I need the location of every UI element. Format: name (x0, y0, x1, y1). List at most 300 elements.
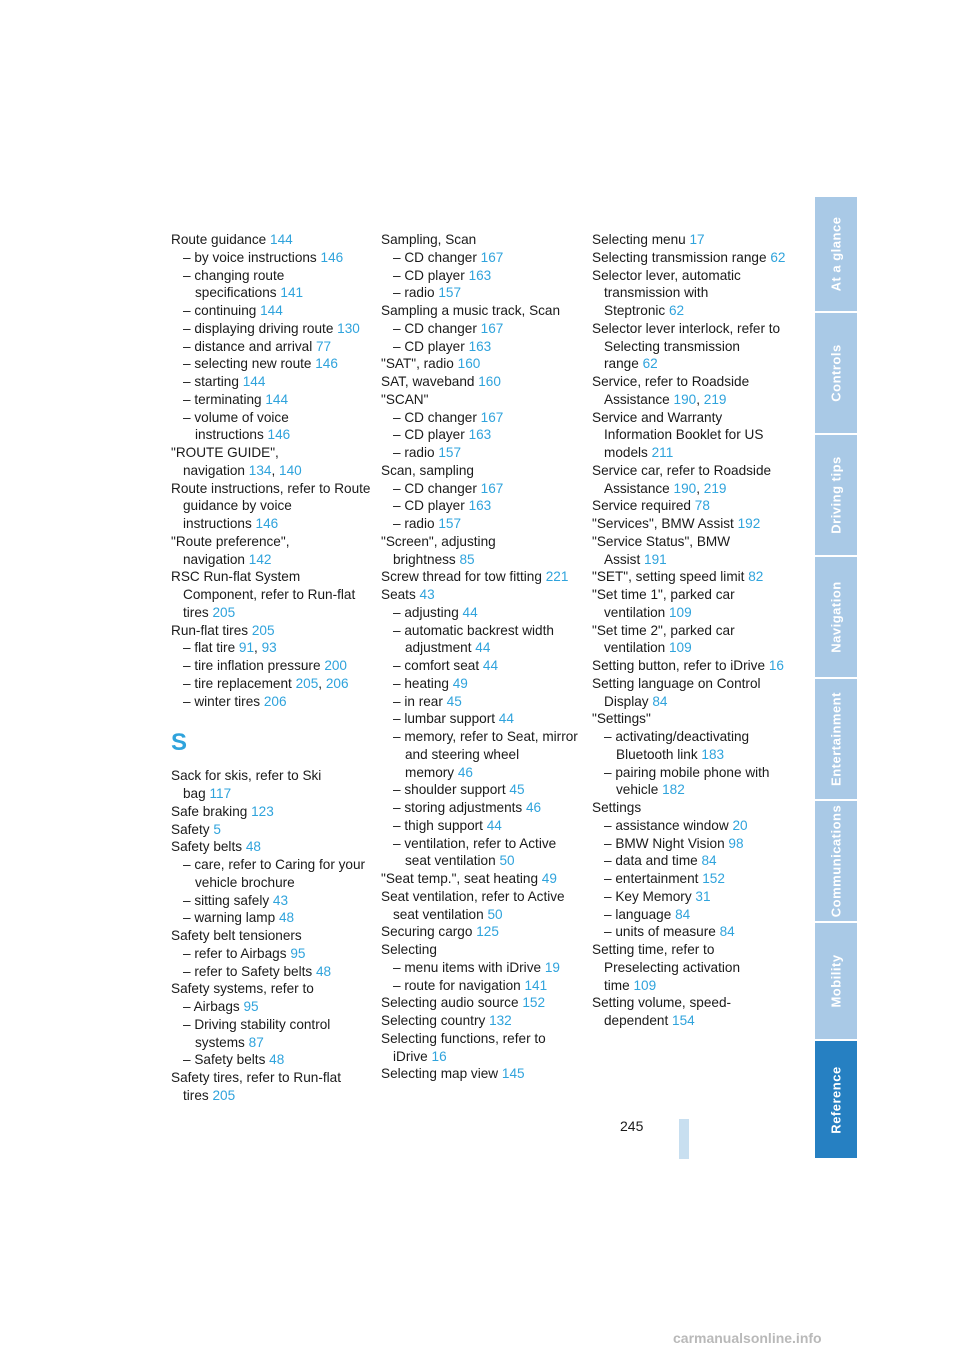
page-reference-link[interactable]: 125 (476, 924, 499, 940)
entry-text: Safety belt tensioners (171, 928, 302, 943)
entry-text: – by voice instructions (183, 249, 317, 265)
section-tab-driving-tips[interactable] (815, 435, 857, 557)
page-reference-link[interactable]: 48 (278, 910, 295, 926)
index-subentry (381, 799, 579, 817)
page-reference-link[interactable]: 48 (316, 963, 332, 979)
page-reference-link[interactable]: 146 (267, 427, 291, 443)
page-reference-link[interactable]: 50 (499, 853, 515, 869)
index-subentry (171, 1016, 371, 1052)
page-reference-link[interactable]: 157 (438, 516, 462, 531)
page-reference-link[interactable]: 48 (269, 1052, 285, 1068)
entry-text: Route guidance (171, 232, 267, 247)
entry-text: "SCAN" (381, 391, 429, 407)
entry-text: Selecting transmission range (592, 249, 767, 265)
entry-text: – volume of voice instructions (183, 409, 289, 443)
page-reference-link[interactable]: 163 (468, 498, 492, 514)
page-reference-link[interactable]: 146 (320, 249, 344, 265)
index-entry (381, 533, 579, 569)
page-reference-link[interactable]: 167 (480, 249, 504, 265)
page-reference-link[interactable]: 163 (468, 427, 492, 443)
entry-text: Sampling, Scan (381, 232, 477, 247)
watermark: carmanualsonline.info (673, 1330, 822, 1346)
entry-text: – entertainment (604, 871, 699, 886)
page-reference-link[interactable]: 134 (248, 462, 272, 478)
index-subentry (381, 604, 579, 622)
page-reference-link[interactable]: 62 (642, 356, 658, 372)
page-reference-link[interactable]: 84 (652, 693, 668, 709)
index-subentry: – flat tire 91, 93 (183, 640, 277, 656)
entry-text: Service required (592, 498, 691, 514)
index-subentry (592, 906, 790, 924)
section-tab-label: Driving tips (828, 456, 844, 534)
page-reference-link[interactable]: 183 (701, 746, 725, 762)
entry-text: – storing adjustments (393, 800, 523, 815)
index-entry (592, 231, 790, 249)
index-entry: "ROUTE GUIDE", navigation 134, 140 (171, 445, 302, 478)
index-entry (171, 838, 371, 856)
entry-text: – Driving stability control systems (183, 1016, 331, 1050)
index-entry (592, 994, 790, 1030)
page-reference-link[interactable]: 87 (248, 1034, 264, 1050)
page-reference-link[interactable]: 84 (675, 906, 691, 922)
index-subentry (381, 249, 579, 267)
entry-text: Sack for skis, refer to Ski bag (171, 768, 322, 801)
page-reference-link[interactable]: 123 (251, 803, 274, 819)
index-subentry (381, 284, 579, 302)
page-reference-link[interactable]: 163 (468, 338, 492, 354)
entry-text: "Settings" (592, 711, 651, 727)
page-reference-link[interactable]: 43 (272, 892, 289, 908)
section-tab-reference[interactable] (815, 1041, 857, 1160)
index-subentry (592, 728, 790, 764)
section-tab-communications[interactable] (815, 801, 857, 923)
index-subentry (592, 923, 790, 941)
entry-text: – activating/deactivating Bluetooth link (604, 729, 750, 762)
index-subentry (171, 963, 371, 981)
index-subentry (171, 249, 371, 267)
page-reference-link[interactable]: 93 (261, 640, 277, 656)
entry-text: – BMW Night Vision (604, 835, 725, 851)
page-reference-link[interactable]: 205 (212, 604, 236, 620)
page-reference-link[interactable]: 44 (475, 640, 491, 656)
page-reference-link[interactable]: 141 (524, 977, 548, 993)
page-reference-link[interactable]: 211 (651, 445, 674, 460)
entry-text: – distance and arrival (183, 338, 313, 354)
entry-text: – selecting new route (183, 356, 312, 372)
page-reference-link[interactable]: 45 (446, 693, 462, 709)
entry-text: – continuing (183, 303, 257, 318)
entry-text: – assistance window (604, 817, 729, 833)
page-reference-link[interactable]: 157 (438, 445, 462, 460)
section-tab-at-a-glance[interactable] (815, 197, 857, 313)
entry-text: – Airbags (183, 999, 240, 1014)
page-reference-link[interactable]: 44 (486, 817, 502, 833)
page-reference-link[interactable]: 44 (462, 604, 478, 620)
index-subentry (171, 909, 371, 927)
index-entry (381, 941, 579, 959)
entry-text: – pairing mobile phone with vehicle (604, 764, 770, 798)
page-reference-link[interactable]: 31 (695, 888, 711, 904)
page-reference-link[interactable]: 98 (728, 835, 744, 851)
entry-text: Scan, sampling (381, 462, 474, 478)
page-reference-link[interactable]: 146 (315, 356, 338, 372)
page-reference-link[interactable]: 206 (325, 675, 349, 691)
index-entry (381, 373, 579, 391)
index-subentry (381, 781, 579, 799)
index-subentry (592, 835, 790, 853)
page-reference-link[interactable]: 145 (501, 1066, 525, 1082)
section-tab-controls[interactable] (815, 313, 857, 435)
page-reference-link[interactable]: 163 (468, 267, 492, 283)
page-reference-link[interactable]: 160 (457, 356, 481, 372)
entry-text: Selecting menu (592, 232, 686, 247)
index-subentry (171, 856, 371, 892)
entry-text: – heating (393, 675, 449, 691)
page-reference-link[interactable]: 62 (669, 303, 685, 318)
page-reference-link[interactable]: 49 (541, 871, 557, 886)
section-tab-label: Reference (828, 1065, 844, 1134)
entry-text: "Screen", adjusting brightness (381, 533, 496, 567)
page-reference-link[interactable]: 109 (669, 640, 692, 656)
index-subentry (171, 355, 371, 373)
page-reference-link[interactable]: 205 (295, 675, 319, 691)
page-reference-link[interactable]: 43 (419, 587, 435, 602)
entry-text: – refer to Airbags (183, 945, 287, 961)
index-subentry (381, 710, 579, 728)
index-subentry (381, 426, 579, 444)
index-subentry (381, 959, 579, 977)
index-subentry (381, 693, 579, 711)
index-subentry (592, 888, 790, 906)
index-entry (381, 586, 579, 604)
entry-text: – refer to Safety belts (183, 963, 313, 979)
page-reference-link[interactable]: 16 (431, 1048, 447, 1064)
entry-text: "Services", BMW Assist (592, 516, 734, 531)
page-reference-link[interactable]: 144 (265, 391, 289, 407)
index-subentry (381, 515, 579, 533)
entry-text: Safety (171, 821, 210, 837)
entry-text: – CD player (393, 267, 465, 283)
index-entry (592, 320, 790, 373)
page-reference-link[interactable]: 200 (324, 658, 347, 673)
page-reference-link[interactable]: 84 (719, 924, 735, 940)
entry-text: – sitting safely (183, 892, 270, 908)
page-reference-link[interactable]: 16 (768, 658, 784, 673)
index-subentry (171, 693, 371, 711)
entry-text: "Seat temp.", seat heating (381, 871, 539, 886)
entry-text: Settings (592, 800, 642, 815)
entry-text: – radio (393, 516, 435, 531)
entry-text: Securing cargo (381, 924, 473, 940)
index-subentry (171, 892, 371, 910)
section-tab-label: Mobility (828, 954, 844, 1008)
index-entry (592, 675, 790, 711)
page-reference-link[interactable]: 221 (545, 569, 569, 585)
page-reference-link[interactable]: 45 (509, 782, 525, 798)
index-entry (381, 462, 579, 480)
entry-text: – warning lamp (183, 910, 276, 926)
index-column-3 (592, 231, 790, 1030)
entry-text: – memory, refer to Seat, mirror and steering wheel memory (393, 729, 578, 780)
entry-text: – winter tires (183, 693, 261, 709)
page-reference-link[interactable]: 144 (270, 232, 293, 247)
page-reference-link[interactable]: 109 (669, 604, 692, 620)
index-entry (381, 1012, 579, 1030)
index-subentry (381, 267, 579, 285)
page-reference-link[interactable]: 130 (337, 320, 360, 336)
entry-text: – displaying driving route (183, 320, 334, 336)
index-subentry (171, 1051, 371, 1069)
index-entry (381, 568, 579, 586)
index-subentry (381, 497, 579, 515)
entry-text: "SET", setting speed limit (592, 569, 745, 585)
entry-text: – automatic backrest width adjustment (393, 622, 554, 656)
entry-text: Sampling a music track, Scan (381, 303, 561, 318)
index-entry (171, 480, 371, 533)
entry-text: – CD player (393, 338, 465, 354)
index-subentry (171, 302, 371, 320)
section-tab-label: Controls (828, 344, 844, 402)
entry-text: Seat ventilation, refer to Active seat ventilation (381, 888, 565, 922)
page-reference-link[interactable]: 146 (255, 516, 279, 531)
entry-text: "Set time 1", parked car ventilation (592, 587, 735, 620)
entry-text: – CD changer (393, 480, 477, 496)
entry-text: Selecting (381, 942, 437, 957)
page-reference-link[interactable]: 167 (480, 409, 504, 425)
page-reference-link[interactable]: 167 (480, 320, 504, 336)
index-entry (171, 767, 371, 803)
entry-text: Setting time, refer to Preselecting activation time (592, 942, 741, 993)
page-reference-link[interactable]: 78 (694, 498, 710, 514)
index-entry (171, 622, 371, 640)
entry-text: – adjusting (393, 604, 459, 620)
index-subentry (171, 338, 371, 356)
index-entry (171, 927, 371, 945)
page-reference-link[interactable]: 191 (644, 551, 667, 567)
index-entry (592, 515, 790, 533)
entry-text: Selector lever interlock, refer to Selecting transmission range (592, 320, 781, 372)
entry-text: – CD changer (393, 409, 477, 425)
index-entry (381, 302, 579, 320)
entry-text: Selecting map view (381, 1066, 499, 1082)
index-subentry (171, 945, 371, 963)
page-reference-link[interactable]: 46 (457, 764, 473, 780)
entry-text: – CD changer (393, 320, 477, 336)
index-entry: Service car, refer to Roadside Assistance 190, 219 (592, 462, 772, 496)
page-reference-link[interactable]: 46 (526, 800, 542, 815)
entry-text: – tire replacement (183, 675, 292, 691)
index-subentry (381, 817, 579, 835)
page-reference-link[interactable]: 85 (459, 551, 475, 567)
page-reference-link[interactable]: 157 (438, 285, 462, 301)
entry-text: – tire inflation pressure (183, 658, 321, 673)
section-tab-label: Navigation (828, 581, 844, 653)
entry-text: "Route preference", navigation (171, 533, 290, 567)
page-reference-link[interactable]: 142 (248, 551, 272, 567)
index-subentry (171, 998, 371, 1016)
section-tab-mobility[interactable] (815, 923, 857, 1041)
page-reference-link[interactable]: 219 (703, 480, 727, 496)
page-reference-link[interactable]: 190 (673, 391, 697, 407)
entry-text: "Set time 2", parked car ventilation (592, 622, 735, 656)
index-entry (592, 267, 790, 320)
index-subentry (381, 977, 579, 995)
page-reference-link[interactable]: 17 (689, 232, 705, 247)
page-reference-link[interactable]: 144 (242, 374, 266, 389)
index-entry (592, 622, 790, 658)
entry-text: Seats (381, 587, 416, 602)
page-reference-link[interactable]: 44 (498, 711, 514, 727)
index-subentry (381, 728, 579, 781)
index-entry (381, 923, 579, 941)
entry-text: Service, refer to Roadside Assistance (592, 374, 750, 407)
page-reference-link[interactable]: 144 (260, 303, 283, 318)
index-entry: Service, refer to Roadside Assistance 190, 219 (592, 374, 750, 407)
page-reference-link[interactable]: 95 (290, 945, 306, 961)
index-entry (381, 391, 579, 409)
index-entry (381, 1065, 579, 1083)
index-entry (171, 803, 371, 821)
page-reference-link[interactable]: 205 (212, 1087, 236, 1103)
index-subentry (171, 657, 371, 675)
entry-text: Service car, refer to Roadside Assistance (592, 462, 772, 496)
section-tab-label: Entertainment (828, 692, 844, 786)
page-reference-link[interactable]: 182 (662, 782, 685, 798)
page-reference-link[interactable]: 5 (213, 821, 221, 837)
index-subentry (381, 675, 579, 693)
index-entry (171, 1069, 371, 1105)
entry-text: "SAT", radio (381, 356, 454, 372)
page-reference-link[interactable]: 219 (703, 391, 727, 407)
page-reference-link[interactable]: 48 (245, 839, 261, 855)
page-reference-link[interactable]: 91 (238, 640, 255, 656)
entry-text: Run-flat tires (171, 622, 249, 638)
entry-text: – lumbar support (393, 711, 496, 727)
page-reference-link[interactable]: 82 (748, 569, 764, 585)
entry-text: – shoulder support (393, 782, 506, 798)
page-reference-link[interactable]: 206 (263, 693, 287, 709)
entry-text: – CD player (393, 498, 465, 514)
index-entry (592, 568, 790, 586)
page-reference-link[interactable]: 154 (672, 1013, 695, 1028)
entry-text: Screw thread for tow fitting (381, 569, 542, 585)
entry-text: Service and Warranty Information Booklet for US models (592, 409, 764, 460)
index-entry (381, 994, 579, 1012)
entry-text: Safe braking (171, 803, 248, 819)
page-reference-link[interactable]: 109 (633, 977, 657, 993)
page-number: 245 (620, 1118, 644, 1134)
index-entry (592, 657, 790, 675)
entry-text: Setting volume, speed-dependent (592, 995, 732, 1028)
entry-text: – Key Memory (604, 888, 692, 904)
page-reference-link[interactable]: 160 (478, 374, 501, 389)
entry-text: Route instructions, refer to Route guidance by voice instructions (171, 480, 371, 531)
entry-text: Selector lever, automatic transmission with Steptronic (592, 267, 741, 318)
index-subentry (381, 320, 579, 338)
page-reference-link[interactable]: 141 (280, 285, 304, 301)
entry-text: Setting button, refer to iDrive (592, 658, 766, 673)
page-reference-link[interactable]: 117 (209, 786, 232, 801)
page-reference-link[interactable]: 77 (316, 338, 332, 354)
index-subentry (381, 444, 579, 462)
page-reference-link[interactable]: 50 (487, 906, 503, 922)
index-entry (592, 533, 790, 569)
index-subentry (381, 480, 579, 498)
entry-text: – flat tire (183, 640, 236, 656)
page-reference-link[interactable]: 49 (452, 675, 468, 691)
index-entry (381, 1030, 579, 1066)
index-subentry (592, 764, 790, 800)
section-tab-label: At a glance (828, 216, 844, 292)
section-tab-label: Communications (828, 804, 844, 918)
index-entry (592, 249, 790, 267)
entry-text: – data and time (604, 853, 698, 869)
section-tab-entertainment[interactable] (815, 679, 857, 801)
entry-text: – thigh support (393, 817, 483, 833)
index-subentry (171, 409, 371, 445)
page-reference-link[interactable]: 140 (279, 462, 302, 478)
page-reference-link[interactable]: 205 (251, 622, 275, 638)
page-reference-link[interactable]: 132 (489, 1013, 512, 1028)
index-entry (592, 586, 790, 622)
page-reference-link[interactable]: 20 (732, 817, 748, 833)
index-entry (381, 888, 579, 924)
index-subentry (381, 338, 579, 356)
section-tab-navigation[interactable] (815, 557, 857, 679)
index-entry (592, 710, 790, 728)
entry-text: – care, refer to Caring for your vehicle brochure (183, 857, 366, 890)
entry-text: – radio (393, 285, 435, 301)
index-entry (171, 568, 371, 621)
page-reference-link[interactable]: 84 (701, 853, 717, 869)
entry-text: – ventilation, refer to Active seat ventilation (393, 835, 557, 869)
page-reference-link[interactable]: 44 (482, 658, 499, 673)
index-subentry (592, 870, 790, 888)
entry-text: – radio (393, 445, 435, 460)
page-reference-link[interactable]: 19 (544, 959, 560, 975)
entry-text: Selecting audio source (381, 995, 519, 1011)
page-reference-link[interactable]: 152 (522, 995, 546, 1011)
index-subentry (381, 409, 579, 427)
entry-text: Selecting functions, refer to iDrive (381, 1030, 546, 1064)
index-entry (592, 409, 790, 462)
entry-text: – units of measure (604, 924, 716, 940)
entry-text: Safety systems, refer to (171, 981, 314, 997)
page-reference-link[interactable]: 152 (702, 871, 725, 886)
page-reference-link[interactable]: 167 (480, 480, 504, 496)
entry-text: "Service Status", BMW Assist (592, 533, 731, 567)
index-subentry (381, 622, 579, 658)
entry-text: Setting language on Control Display (592, 675, 761, 709)
index-column-1 (171, 231, 371, 1105)
index-entry (592, 799, 790, 817)
entry-text: – in rear (393, 693, 443, 709)
page-reference-link[interactable]: 62 (770, 249, 786, 265)
entry-text: – Safety belts (183, 1052, 266, 1068)
entry-text: – changing route specifications (183, 267, 285, 301)
entry-text: – starting (183, 374, 239, 389)
index-subentry: – tire replacement 205, 206 (183, 675, 349, 691)
index-subentry (171, 267, 371, 303)
page-reference-link[interactable]: 192 (737, 516, 761, 531)
page-marker-bar (679, 1119, 689, 1159)
page-reference-link[interactable]: 95 (243, 999, 259, 1014)
index-entry (381, 870, 579, 888)
entry-text: – menu items with iDrive (393, 959, 542, 975)
index-letter-heading: S (171, 729, 188, 757)
page-reference-link[interactable]: 190 (673, 480, 697, 496)
index-subentry (592, 817, 790, 835)
